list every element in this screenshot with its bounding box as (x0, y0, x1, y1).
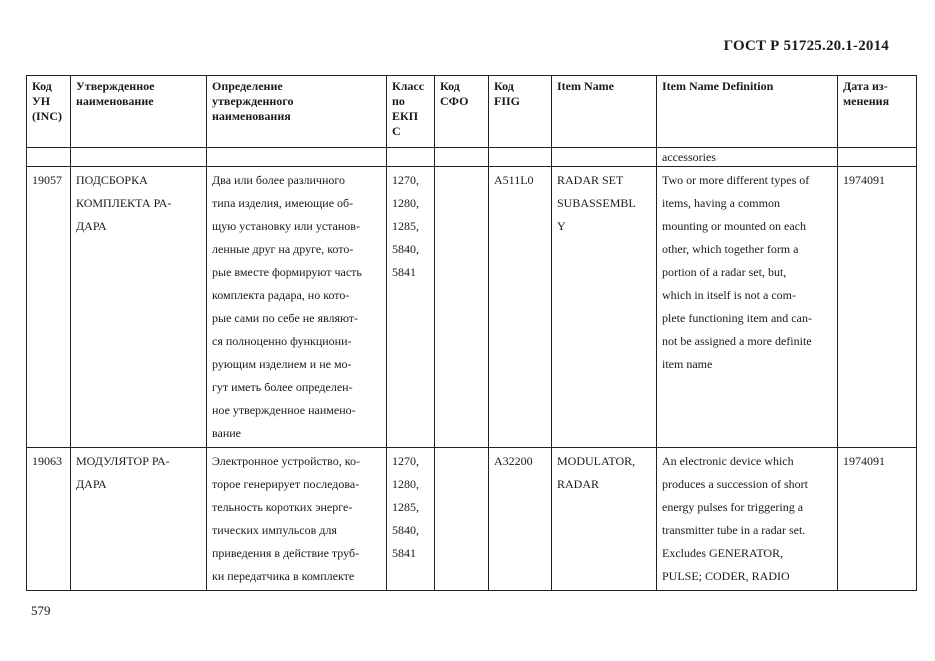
header-name-definition-ru (207, 76, 387, 148)
text-line: ПОДСБОРКА (76, 173, 148, 187)
cell-definition-en (657, 167, 838, 448)
header-class (387, 76, 435, 148)
text-line: вание (212, 426, 242, 440)
text-line: щую установку или установ- (212, 219, 360, 233)
text-line: ки передатчика в комплекте (212, 569, 355, 583)
text-line: ЕКП (392, 109, 419, 123)
cell-inc: 19063 (27, 448, 71, 591)
cell-sfo (435, 167, 489, 448)
cell-sfo (435, 448, 489, 591)
text-line: Y (557, 219, 566, 233)
text-line: наименование (76, 94, 154, 108)
text-line: Определение (212, 79, 283, 93)
table-row (27, 448, 917, 591)
cell-class (387, 167, 435, 448)
cell-empty (71, 148, 207, 167)
text-line: Код (440, 79, 460, 93)
text-line: 1280, (392, 196, 419, 210)
text-line: Дата из- (843, 79, 888, 93)
text-line: Excludes GENERATOR, (662, 546, 784, 560)
text-line: торое генерирует последова- (212, 477, 360, 491)
text-line: тических импульсов для (212, 523, 337, 537)
text-line: Код (494, 79, 514, 93)
text-line: transmitter tube in a radar set. (662, 523, 806, 537)
cell-empty (435, 148, 489, 167)
text-line: items, having a common (662, 196, 780, 210)
text-line: 1270, (392, 454, 419, 468)
cell-definition-ru (207, 448, 387, 591)
table-row-continuation (27, 148, 917, 167)
text-line: ное утвержденное наимено- (212, 403, 356, 417)
text-line: mounting or mounted on each (662, 219, 806, 233)
cell-empty (838, 148, 917, 167)
cell-fiig: A511L0 (489, 167, 552, 448)
cell-empty (489, 148, 552, 167)
cell-definition-en-continued (657, 148, 838, 167)
header-item-name-definition (657, 76, 838, 148)
text-line: 1280, (392, 477, 419, 491)
text-line: ся полноценно функциони- (212, 334, 352, 348)
text-line: 5841 (392, 265, 416, 279)
text-line: приведения в действие труб- (212, 546, 360, 560)
cell-class (387, 448, 435, 591)
table-header-row (27, 76, 917, 148)
text-line: energy pulses for triggering a (662, 500, 804, 514)
page-number: 579 (31, 603, 51, 618)
text-line: тельность коротких энерге- (212, 500, 353, 514)
header-inc (27, 76, 71, 148)
text-line: гут иметь более определен- (212, 380, 353, 394)
text-line: менения (843, 94, 890, 108)
text-line: рующим изделием и не мо- (212, 357, 352, 371)
text-line: Item Name (557, 79, 614, 93)
text-line: по (392, 94, 405, 108)
table-row (27, 167, 917, 448)
text-line: Код (32, 79, 52, 93)
text-line: ленные друг на друге, кото- (212, 242, 354, 256)
text-line: наименования (212, 109, 291, 123)
text-line: 5840, (392, 523, 419, 537)
text-line: КОМПЛЕКТА РА- (76, 196, 172, 210)
header-sfo-code (435, 76, 489, 148)
text-line: Класс (392, 79, 425, 93)
text-line: УН (32, 94, 51, 108)
cell-empty (387, 148, 435, 167)
header-approved-name (71, 76, 207, 148)
header-fiig-code (489, 76, 552, 148)
cell-empty (207, 148, 387, 167)
text-line: FIIG (494, 94, 521, 108)
text-line: other, which together form a (662, 242, 799, 256)
text-line: plete functioning item and can- (662, 311, 812, 325)
text-line: Утвержденное (76, 79, 155, 93)
cell-item-name (552, 167, 657, 448)
cell-definition-ru (207, 167, 387, 448)
text-line: PULSE; CODER, RADIO (662, 569, 790, 583)
text-line: portion of a radar set, but, (662, 265, 787, 279)
header-item-name (552, 76, 657, 148)
text-line: which in itself is not a com- (662, 288, 796, 302)
text-line: RADAR SET (557, 173, 624, 187)
text-line: Электронное устройство, ко- (212, 454, 360, 468)
cell-empty (552, 148, 657, 167)
document-code: ГОСТ Р 51725.20.1-2014 (723, 38, 889, 54)
text-line: 1270, (392, 173, 419, 187)
text-line: типа изделия, имеющие об- (212, 196, 354, 210)
text-line: Два или более различного (212, 173, 345, 187)
text-line: item name (662, 357, 713, 371)
cell-name-ru (71, 167, 207, 448)
text-line: СФО (440, 94, 469, 108)
text-line: рые сами по себе не являют- (212, 311, 359, 325)
text-line: 1285, (392, 219, 419, 233)
text-line: An electronic device which (662, 454, 794, 468)
text-line: 1285, (392, 500, 419, 514)
text-line: 5841 (392, 546, 416, 560)
header-change-date (838, 76, 917, 148)
cell-fiig: A32200 (489, 448, 552, 591)
text-line: утвержденного (212, 94, 294, 108)
text-line: МОДУЛЯТОР РА- (76, 454, 170, 468)
text-line: Two or more different types of (662, 173, 810, 187)
text-line: SUBASSEMBL (557, 196, 636, 210)
text-line: комплекта радара, но кото- (212, 288, 350, 302)
text-line: ДАРА (76, 219, 107, 233)
text-line: ДАРА (76, 477, 107, 491)
text-line: produces a succession of short (662, 477, 808, 491)
text-line: MODULATOR, (557, 454, 636, 468)
cell-name-ru (71, 448, 207, 591)
text-line: not be assigned a more definite (662, 334, 812, 348)
cell-date: 1974091 (838, 167, 917, 448)
cell-empty (27, 148, 71, 167)
cell-date: 1974091 (838, 448, 917, 591)
classification-table (26, 75, 917, 591)
text-line: С (392, 124, 401, 138)
cell-definition-en (657, 448, 838, 591)
text-line: RADAR (557, 477, 600, 491)
cell-item-name (552, 448, 657, 591)
text-line: (INC) (32, 109, 62, 123)
text-line: accessories (662, 150, 716, 164)
text-line: 5840, (392, 242, 419, 256)
text-line: рые вместе формируют часть (212, 265, 362, 279)
text-line: Item Name Definition (662, 79, 774, 93)
cell-inc: 19057 (27, 167, 71, 448)
